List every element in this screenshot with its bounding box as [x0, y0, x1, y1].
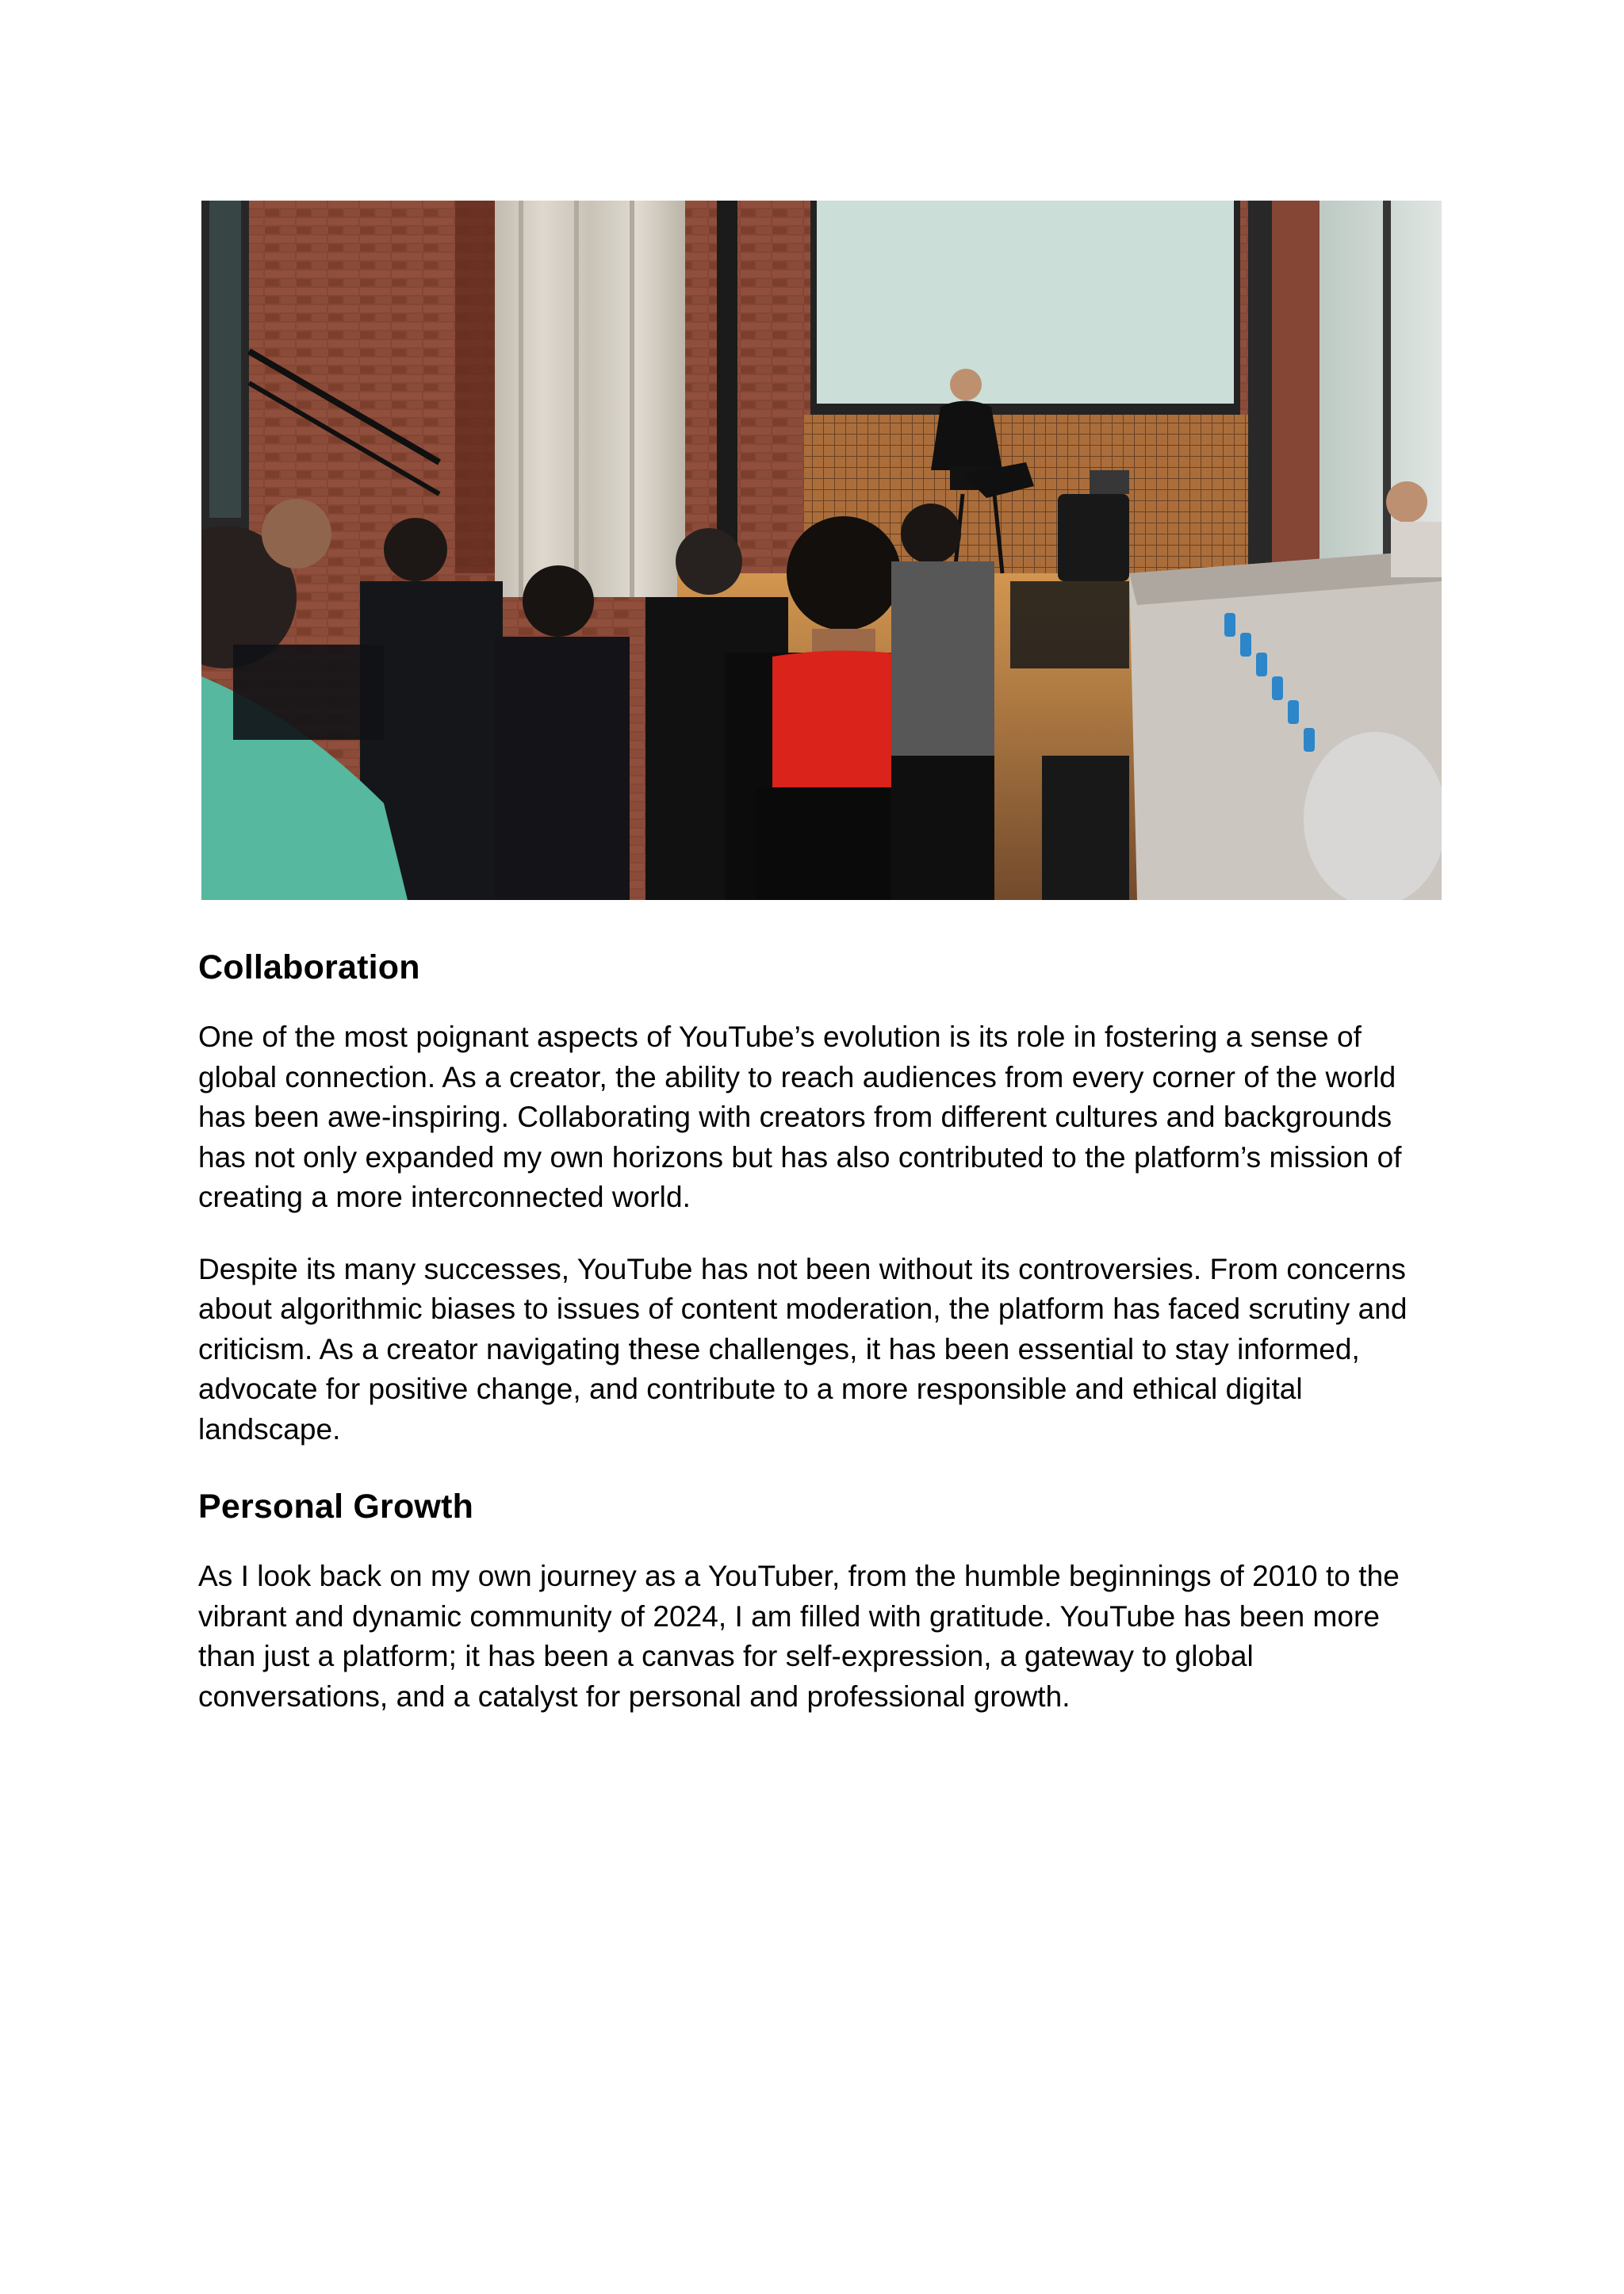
paragraph-journey: As I look back on my own journey as a YouTuber, from the humble beginnings of 2010 to the vibrant and dynamic community of 2024, I am filled with gratitude. YouTube has been more than just a platform; it has been a canvas for self-expression, a gateway to global conversations, and a catalyst for personal and professional growth.: [198, 1560, 1400, 1713]
event-photo-illustration: [201, 201, 1442, 900]
article-body: [198, 944, 1443, 1717]
event-photo: [201, 201, 1442, 900]
paragraph-global-connection: One of the most poignant aspects of YouTube’s evolution is its role in fostering a sense of global connection. As a creator, the ability to reach audiences from every corner of the world has been awe-inspiring. Collaborating with creators from different cultures and backgrounds has not only expanded my own horizons but has also contributed to the platform’s mission of creating a more interconnected world.: [198, 1021, 1402, 1213]
section-heading-collaboration: Collaboration: [198, 948, 420, 986]
paragraph-controversies: Despite its many successes, YouTube has not been without its controversies. From concerns about algorithmic biases to issues of content moderation, the platform has faced scrutiny and criticism. As a creator navigating these challenges, it has been essential to stay informed, advocate for positive change, and contribute to a more responsible and ethical digital landscape.: [198, 1252, 1408, 1446]
section-heading-personal-growth: Personal Growth: [198, 1488, 474, 1526]
